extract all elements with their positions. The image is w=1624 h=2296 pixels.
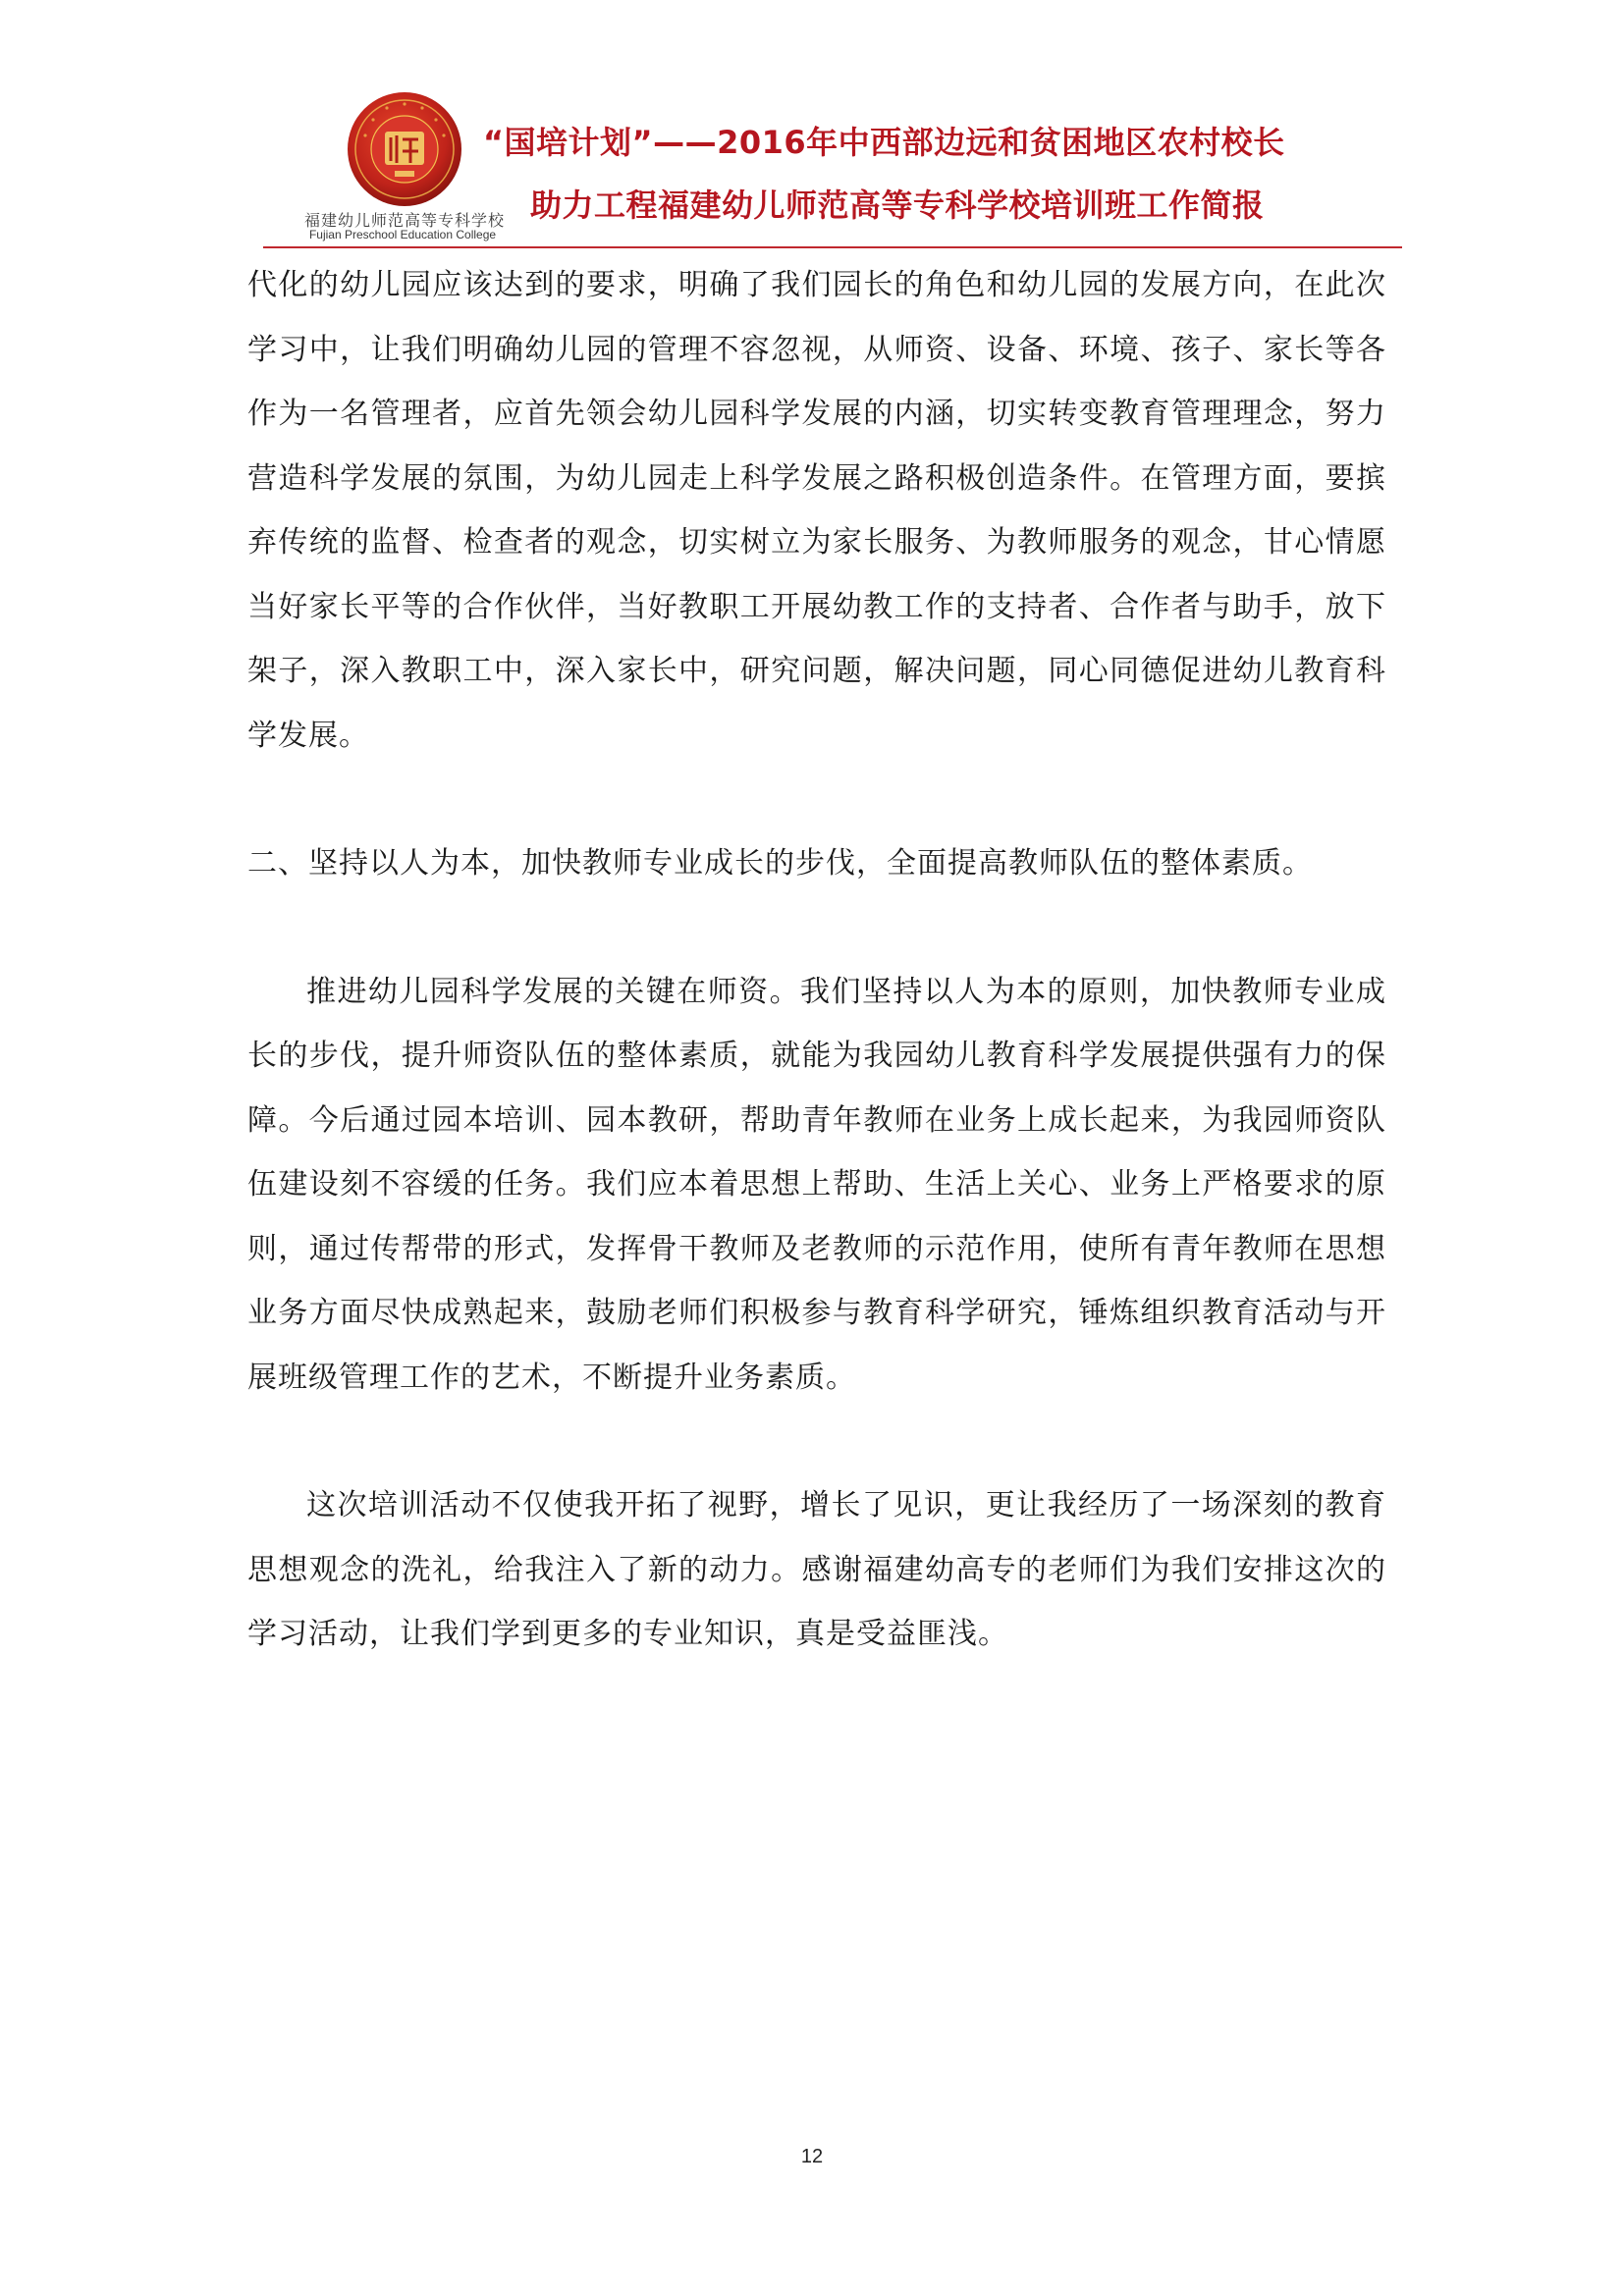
logo-english-name: Fujian Preschool Education College [308,228,497,241]
logo-chinese-name: 福建幼儿师范高等专科学校 [304,211,506,230]
body-paragraph: 推进幼儿园科学发展的关键在师资。我们坚持以人为本的原则，加快教师专业成长的步伐，提升师资队伍的整体素质，就能为我园幼儿教育科学发展提供强有力的保障。今后通过园本培训、园本教研，帮助青年教师在业务上成长起来，为我园师资队伍建设刻不容缓的任务。我们应本着思想上帮助、生活上关心、业务上严格要求的原则，通过传帮带的形式，发挥骨干教师及老教师的示范作用，使所有青年教师在思想业务方面尽快成熟起来，鼓励老师们积极参与教育科学研究，锤炼组织教育活动与开展班级管理工作的艺术，不断提升业务素质。 [247,974,1386,1395]
section-heading: 二、坚持以人为本，加快教师专业成长的步伐，全面提高教师队伍的整体素质。 [247,846,1313,881]
college-logo [304,90,506,242]
body-paragraph: 代化的幼儿园应该达到的要求，明确了我们园长的角色和幼儿园的发展方向，在此次学习中，让我们明确幼儿园的管理不容忽视，从师资、设备、环境、孩子、家长等各作为一名管理者，应首先领会幼儿园科学发展的内涵，切实转变教育管理理念，努力营造科学发展的氛围，为幼儿园走上科学发展之路积极创造条件。在管理方面，要摈弃传统的监督、检查者的观念，切实树立为家长服务、为教师服务的观念，甘心情愿当好家长平等的合作伙伴，当好教职工开展幼教工作的支持者、合作者与助手，放下架子，深入教职工中，深入家长中，研究问题，解决问题，同心同德促进幼儿教育科学发展。 [247,268,1386,753]
briefing-title-line-2: 助力工程福建幼儿师范高等专科学校培训班工作简报 [530,187,1265,224]
header-divider [263,246,1402,248]
page-header [0,0,1624,250]
college-seal-icon [346,90,463,208]
page-number: 12 [800,2146,824,2167]
body-paragraph: 这次培训活动不仅使我开拓了视野，增长了见识，更让我经历了一场深刻的教育思想观念的洗礼，给我注入了新的动力。感谢福建幼高专的老师们为我们安排这次的学习活动，让我们学到更多的专业知识，真是受益匪浅。 [247,1488,1386,1651]
briefing-title-line-1: “国培计划”——2016年中西部边远和贫困地区农村校长 [483,124,1285,161]
document-body [247,253,1386,1667]
